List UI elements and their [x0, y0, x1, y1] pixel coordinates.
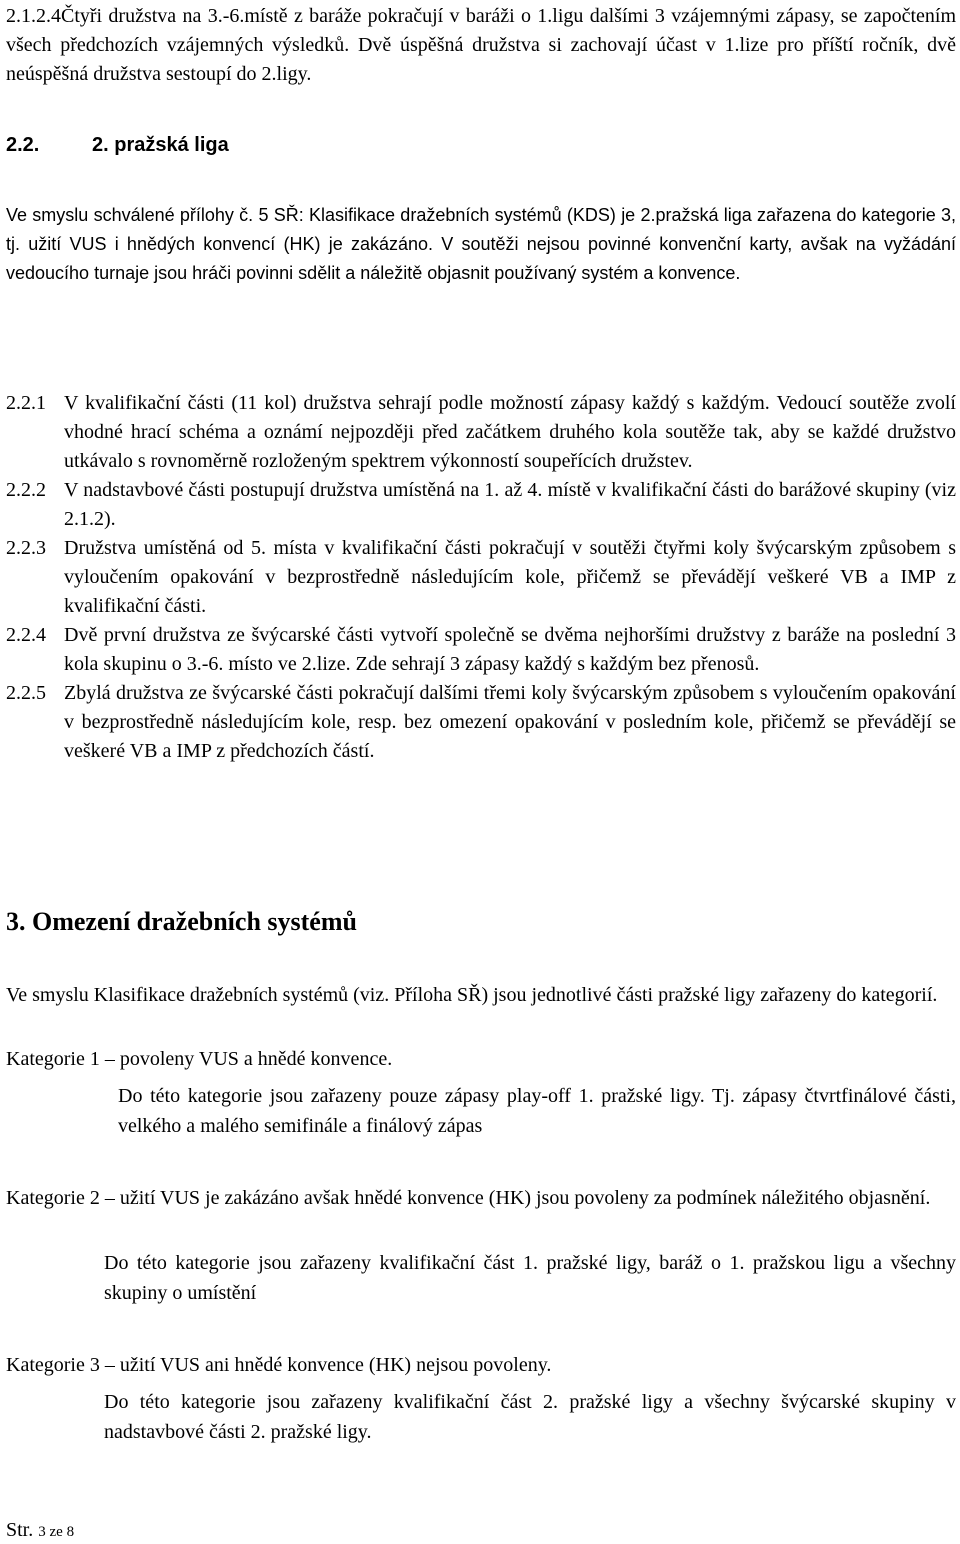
item-number: 2.2.1: [6, 392, 46, 414]
section-2-2-items: [6, 389, 956, 766]
item-text: Zbylá družstva ze švýcarské části pokračují dalšími třemi koly švýcarským způsobem s vyloučením opakování v bezprostředně následujícím kole, resp. bez omezení opakování v posledním kole, přičemž se převádějí se veškeré VB a IMP z předchozích částí.: [64, 682, 956, 762]
category-2-detail: Do této kategorie jsou zařazeny kvalifikační část 1. pražské ligy, baráž o 1. pražskou ligu a všechny skupiny o umístění: [104, 1252, 956, 1304]
list-item: [6, 389, 956, 476]
section-number: 2.2.: [6, 134, 40, 156]
item-text: V nadstavbové části postupují družstva umístěná na 1. až 4. místě v kvalifikační části do barážové skupiny (viz 2.1.2).: [64, 479, 956, 530]
list-item: [6, 679, 956, 766]
category-3-label: Kategorie 3 – užití VUS ani hnědé konvence (HK) nejsou povoleny.: [6, 1354, 552, 1376]
item-text: Dvě první družstva ze švýcarské části vytvoří společně se dvěma nejhoršími družstvy z baráže na poslední 3 kola skupinu o 3.-6. místo ve 2.lize. Zde sehrají 3 zápasy každý s každým bez přenosů.: [64, 624, 956, 675]
paragraph-2-1-2-4: 2.1.2.4Čtyři družstva na 3.-6.místě z baráže pokračují v baráži o 1.ligu dalšími 3 vzájemnými zápasy, se započtením všech předchozích vzájemných výsledků. Dvě úspěšná družstva si zachovají účast v 1.lize pro příští ročník, dvě neúspěšná družstva sestoupí do 2.ligy.: [6, 5, 956, 85]
page-number: 3 ze 8: [38, 1524, 75, 1540]
item-text: Družstva umístěná od 5. místa v kvalifikační části pokračují v soutěži čtyřmi koly švýcarským způsobem s vyloučením opakování v bezprostředně následujícím kole, přičemž se převádějí veškeré VB a IMP z kvalifikační části.: [64, 537, 956, 617]
list-item: [6, 534, 956, 621]
item-number: 2.2.4: [6, 624, 46, 646]
footer-prefix: Str.: [6, 1519, 34, 1541]
category-1-label: Kategorie 1 – povoleny VUS a hnědé konvence.: [6, 1048, 393, 1070]
list-item: [6, 476, 956, 534]
paragraph-2-2-intro: Ve smyslu schválené přílohy č. 5 SŘ: Klasifikace dražebních systémů (KDS) je 2.pražská liga zařazena do kategorie 3, tj. užití VUS i hnědých konvencí (HK) je zakázáno. V soutěži nejsou povinné konvenční karty, avšak na vyžádání vedoucího turnaje jsou hráči povinni sdělit a náležitě objasnit používaný systém a konvence.: [6, 205, 956, 283]
section-heading-2-2: [6, 131, 606, 159]
category-1-detail: Do této kategorie jsou zařazeny pouze zápasy play-off 1. pražské ligy. Tj. zápasy čtvrtfinálové části, velkého a malého semifinále a finálový zápas: [118, 1085, 956, 1137]
category-3-detail: Do této kategorie jsou zařazeny kvalifikační část 2. pražské ligy a všechny švýcarské skupiny v nadstavbové části 2. pražské ligy.: [104, 1391, 956, 1443]
item-number: 2.2.2: [6, 479, 46, 501]
page-footer: [6, 1518, 306, 1544]
paragraph-3-intro: Ve smyslu Klasifikace dražebních systémů (viz. Příloha SŘ) jsou jednotlivé části pražské ligy zařazeny do kategorií.: [6, 984, 938, 1006]
section-title: 2. pražská liga: [92, 134, 229, 156]
list-item: [6, 621, 956, 679]
category-2-label: Kategorie 2 – užití VUS je zakázáno avšak hnědé konvence (HK) jsou povoleny za podmínek náležitého objasnění.: [6, 1187, 931, 1209]
item-text: V kvalifikační části (11 kol) družstva sehrají podle možností zápasy každý s každým. Vedoucí soutěže zvolí vhodné hrací schéma a oznámí nejpozději před začátkem druhého kola soutěže tak, aby se každé družstvo utkávalo s rovnoměrně rozloženým spektrem výkonností soupeřících družstev.: [64, 392, 956, 472]
section-heading-3: 3. Omezení dražebních systémů: [6, 907, 357, 936]
item-number: 2.2.5: [6, 682, 46, 704]
item-number: 2.2.3: [6, 537, 46, 559]
